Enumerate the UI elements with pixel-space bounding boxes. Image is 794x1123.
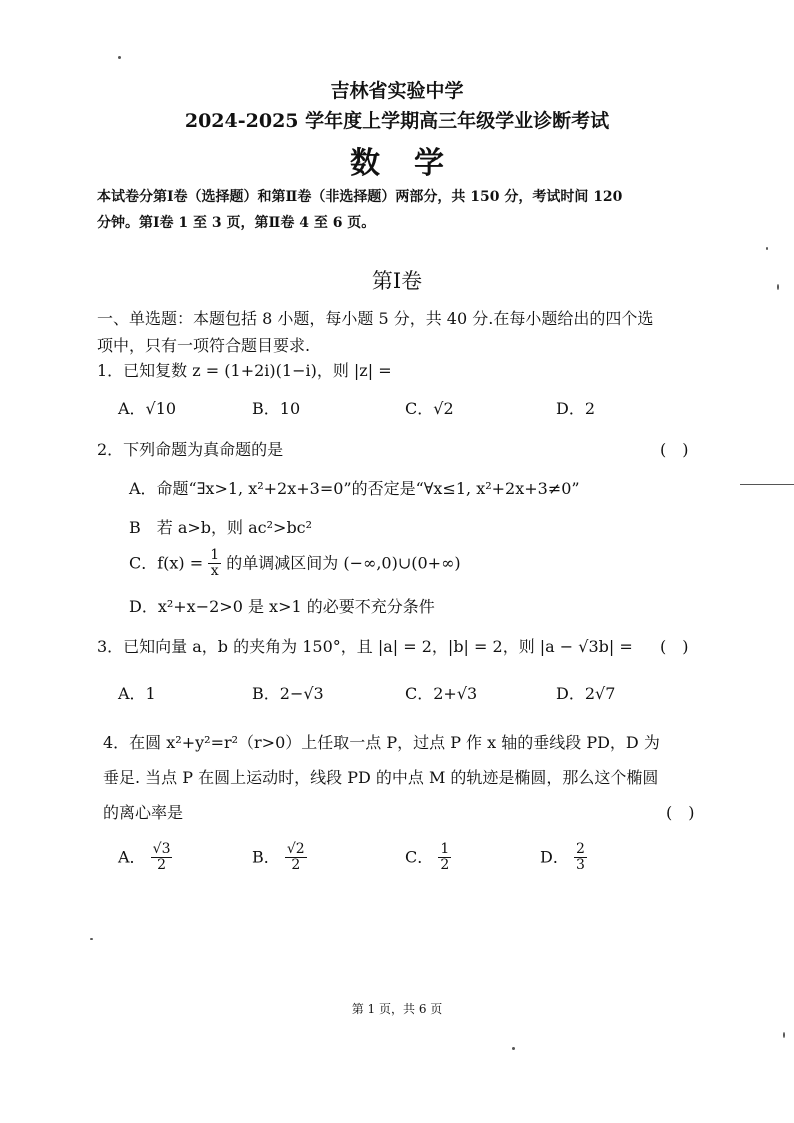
question-1-option-d: D．2: [556, 399, 596, 418]
question-2-option-c: [129, 548, 461, 580]
question-4-option-a-numerator: √3: [152, 841, 171, 857]
question-4-option-b-label: B．: [252, 847, 280, 867]
question-4-option-d-denominator: 3: [575, 857, 585, 874]
question-4-option-c-label: C．: [405, 847, 434, 867]
question-1-option-a: A．√10: [118, 399, 177, 418]
scan-speck: [90, 938, 93, 940]
question-4-option-a-label: A．: [118, 847, 146, 867]
question-4-option-d-fraction: [574, 842, 587, 874]
subject-title: 数学: [350, 146, 478, 181]
question-2-option-c-suffix: 的单调减区间为 (−∞,0)∪(0+∞): [226, 553, 461, 573]
scan-speck: [512, 1047, 515, 1050]
exam-title: 2024-2025 学年度上学期高三年级学业诊断考试: [184, 110, 610, 132]
question-4-option-a-denominator: 2: [157, 857, 167, 874]
question-3-option-c: C．2+√3: [405, 684, 478, 703]
question-4-line-3: 的离心率是: [103, 803, 184, 822]
school-name: 吉林省实验中学: [330, 80, 464, 102]
question-4-line-2: 垂足. 当点 P 在圆上运动时，线段 PD 的中点 M 的轨迹是椭圆，那么这个椭圆: [103, 768, 659, 787]
question-2-option-a: A．命题“∃x>1, x²+2x+3=0”的否定是“∀x≤1, x²+2x+3≠0”: [129, 479, 580, 498]
question-4-option-b-denominator: 2: [291, 857, 301, 874]
question-4-option-a-fraction: [151, 842, 173, 874]
intro-line-1: 本试卷分第Ⅰ卷（选择题）和第Ⅱ卷（非选择题）两部分，共 150 分，考试时间 120: [97, 189, 623, 205]
section-heading-line-2: 项中，只有一项符合题目要求.: [97, 336, 311, 355]
question-4-option-c: [405, 842, 451, 874]
question-4-option-d-numerator: 2: [575, 841, 585, 857]
question-3-text: 3．已知向量 a，b 的夹角为 150°，且 |a| = 2，|b| = 2，则 |a − √3b| =: [97, 637, 633, 656]
question-2-option-c-denominator: x: [210, 563, 219, 580]
question-2-option-c-fraction: [208, 548, 221, 580]
question-4-option-c-fraction: [438, 842, 451, 874]
scan-speck: [783, 1032, 785, 1038]
question-1-option-c: C．√2: [405, 399, 454, 418]
question-4-option-b-fraction: [285, 842, 307, 874]
question-2-option-b: B 若 a>b，则 ac²>bc²: [129, 518, 313, 537]
question-4-option-c-numerator: 1: [440, 841, 450, 857]
question-4-option-a: [118, 842, 172, 874]
question-2-option-c-prefix: C．f(x) =: [129, 553, 204, 573]
intro-line-2: 分钟。第Ⅰ卷 1 至 3 页，第Ⅱ卷 4 至 6 页。: [97, 215, 376, 231]
question-3-answer-blank: ( ): [660, 637, 689, 656]
question-4-option-d: [540, 842, 587, 874]
scan-speck: [766, 247, 768, 250]
question-1-option-b: B．10: [252, 399, 301, 418]
question-3-option-d: D．2√7: [556, 684, 616, 703]
question-4-option-b-numerator: √2: [286, 841, 305, 857]
part-title: 第Ⅰ卷: [371, 269, 423, 293]
question-4-option-c-denominator: 2: [440, 857, 450, 874]
page-footer: 第 1 页，共 6 页: [351, 1002, 443, 1016]
question-3-option-b: B．2−√3: [252, 684, 324, 703]
question-4-line-1: 4．在圆 x²+y²=r²（r>0）上任取一点 P，过点 P 作 x 轴的垂线段 PD，D 为: [103, 733, 660, 752]
question-2-option-d: D．x²+x−2>0 是 x>1 的必要不充分条件: [129, 597, 435, 616]
scan-speck: [777, 284, 779, 290]
question-4-option-b: [252, 842, 307, 874]
scan-speck: [118, 56, 121, 59]
section-heading-line-1: 一、单选题：本题包括 8 小题，每小题 5 分，共 40 分.在每小题给出的四个选: [97, 309, 654, 328]
question-2-text: 2．下列命题为真命题的是: [97, 440, 284, 459]
scan-line: [740, 484, 794, 485]
question-2-option-c-numerator: 1: [210, 547, 220, 563]
question-4-option-d-label: D．: [540, 847, 569, 867]
question-4-answer-blank: ( ): [666, 803, 695, 822]
question-3-option-a: A．1: [118, 684, 156, 703]
question-1-text: 1．已知复数 z = (1+2i)(1−i)，则 |z| =: [97, 361, 392, 380]
question-2-answer-blank: ( ): [660, 440, 689, 459]
